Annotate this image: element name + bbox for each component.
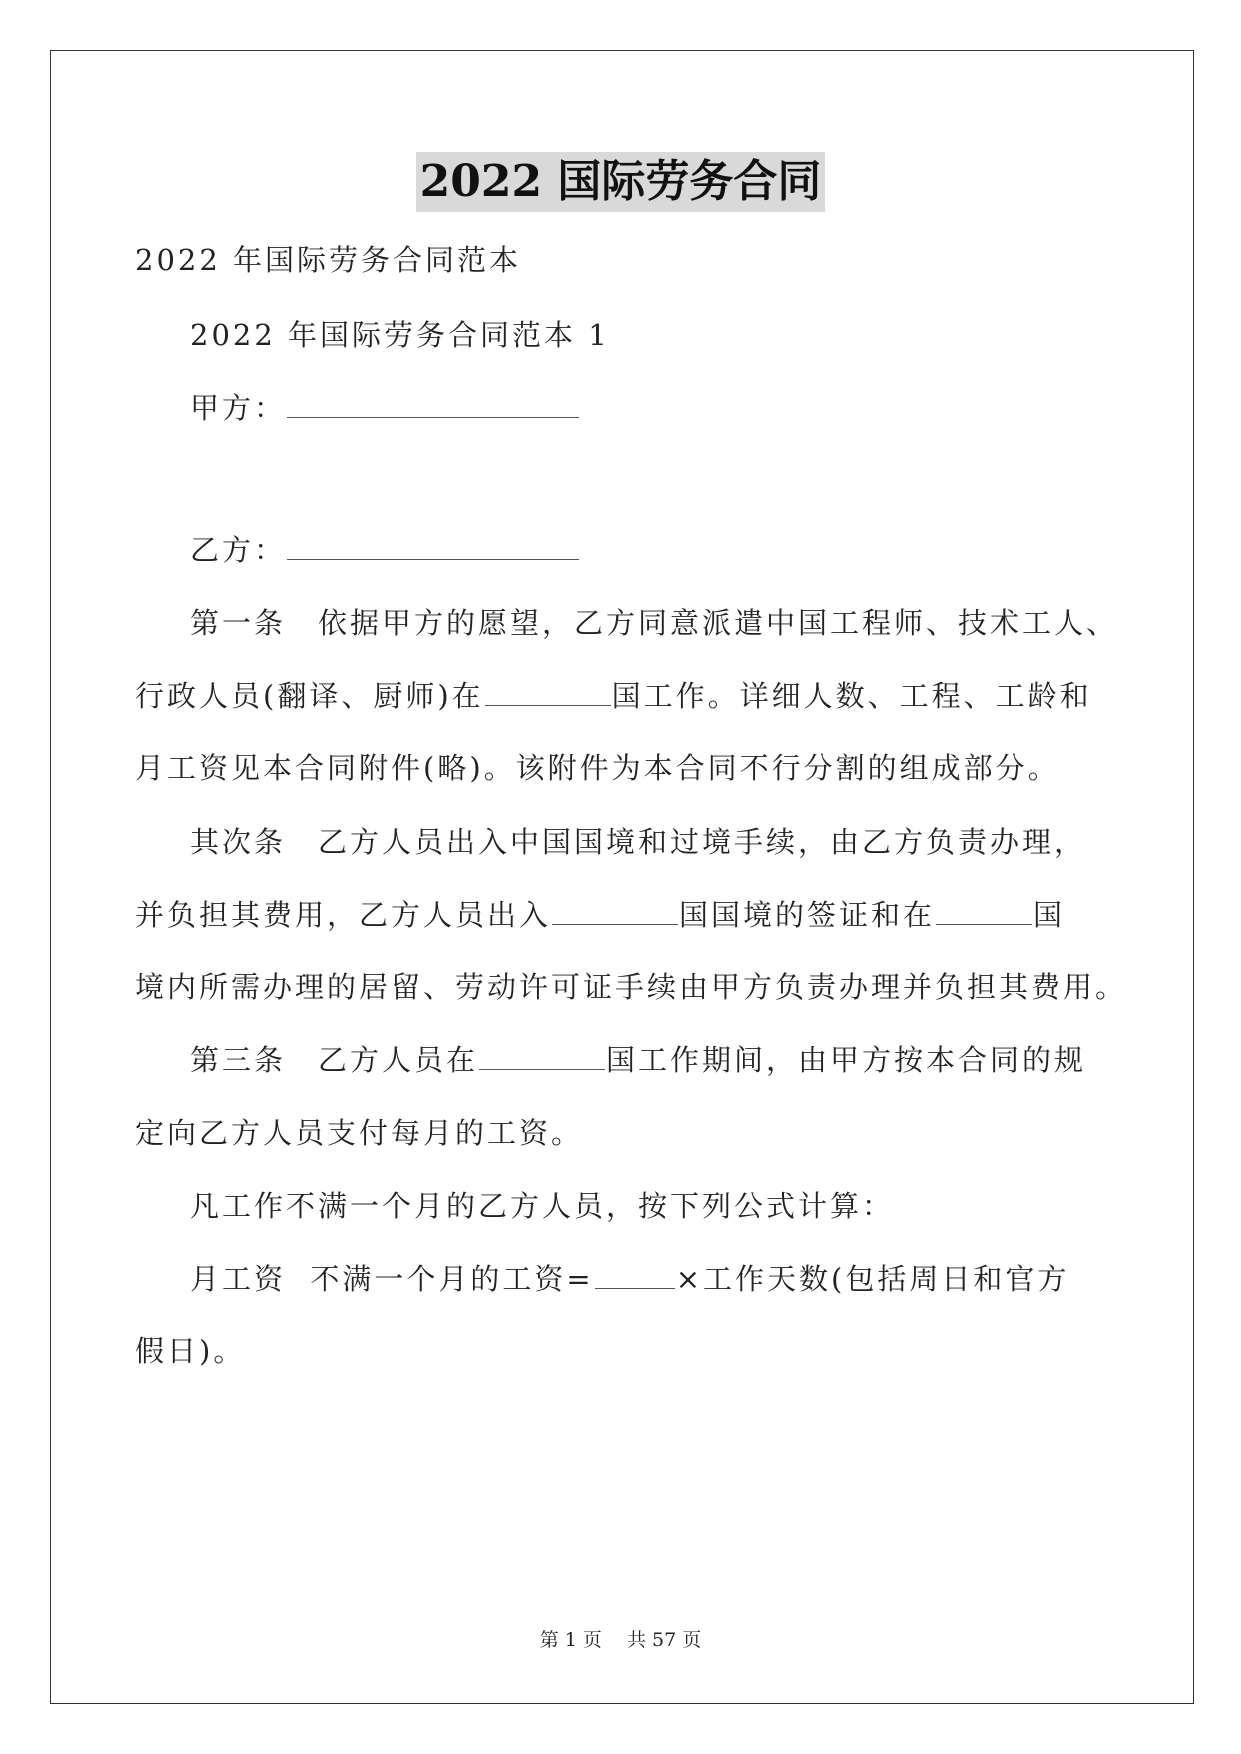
formula-text-b: ×工作天数(包括周日和官方 — [675, 1262, 1070, 1296]
party-b-label: 乙方： — [190, 533, 287, 567]
article-3-line-1-text-a: 第三条 乙方人员在 — [190, 1043, 479, 1077]
article-2-line-2-text-c: 国 — [1033, 898, 1066, 932]
party-b-blank — [287, 531, 579, 560]
subtitle: 2022 年国际劳务合同范本 — [135, 243, 522, 277]
party-a-blank — [287, 389, 579, 418]
document-title: 2022 国际劳务合同 — [416, 152, 826, 212]
article-2-line-2-text-b: 国国境的签证和在 — [679, 898, 936, 932]
salary-blank — [595, 1260, 675, 1289]
formula-intro: 凡工作不满一个月的乙方人员，按下列公式计算： — [190, 1189, 895, 1223]
page-footer — [0, 1625, 1241, 1652]
page-border — [50, 50, 1194, 1704]
party-a-line — [190, 388, 580, 428]
article-2-line-1: 其次条 乙方人员出入中国国境和过境手续，由乙方负责办理， — [190, 825, 1087, 859]
page-number: 第 1 页 共 57 页 — [539, 1629, 702, 1651]
article-1-line-1: 第一条 依据甲方的愿望，乙方同意派遣中国工程师、技术工人、 — [190, 606, 1119, 640]
formula-text-a: 月工资 不满一个月的工资= — [190, 1262, 594, 1296]
article-3-line-1 — [190, 1040, 1086, 1080]
article-1-line-2 — [135, 676, 1092, 716]
title-container — [0, 152, 1241, 212]
article-3-line-2: 定向乙方人员支付每月的工资。 — [135, 1116, 584, 1150]
article-3-line-1-text-b: 国工作期间，由甲方按本合同的规 — [606, 1043, 1087, 1077]
party-a-label: 甲方： — [190, 391, 287, 425]
country-blank-2 — [552, 896, 678, 925]
formula-line-1 — [190, 1259, 1069, 1299]
article-2-line-2 — [135, 895, 1065, 935]
article-2-line-3: 境内所需办理的居留、劳动许可证手续由甲方负责办理并负担其费用。 — [135, 970, 1128, 1004]
country-blank-1 — [485, 677, 611, 706]
country-blank-4 — [479, 1041, 605, 1070]
country-blank-3 — [936, 896, 1032, 925]
article-1-line-3: 月工资见本合同附件(略)。该附件为本合同不行分割的组成部分。 — [135, 751, 1060, 785]
section-title: 2022 年国际劳务合同范本 1 — [190, 318, 610, 352]
article-1-line-2-text-a: 行政人员(翻译、厨师)在 — [135, 679, 484, 713]
formula-line-2: 假日)。 — [135, 1334, 246, 1368]
article-2-line-2-text-a: 并负担其费用，乙方人员出入 — [135, 898, 552, 932]
party-b-line — [190, 530, 580, 570]
article-1-line-2-text-b: 国工作。详细人数、工程、工龄和 — [611, 679, 1092, 713]
